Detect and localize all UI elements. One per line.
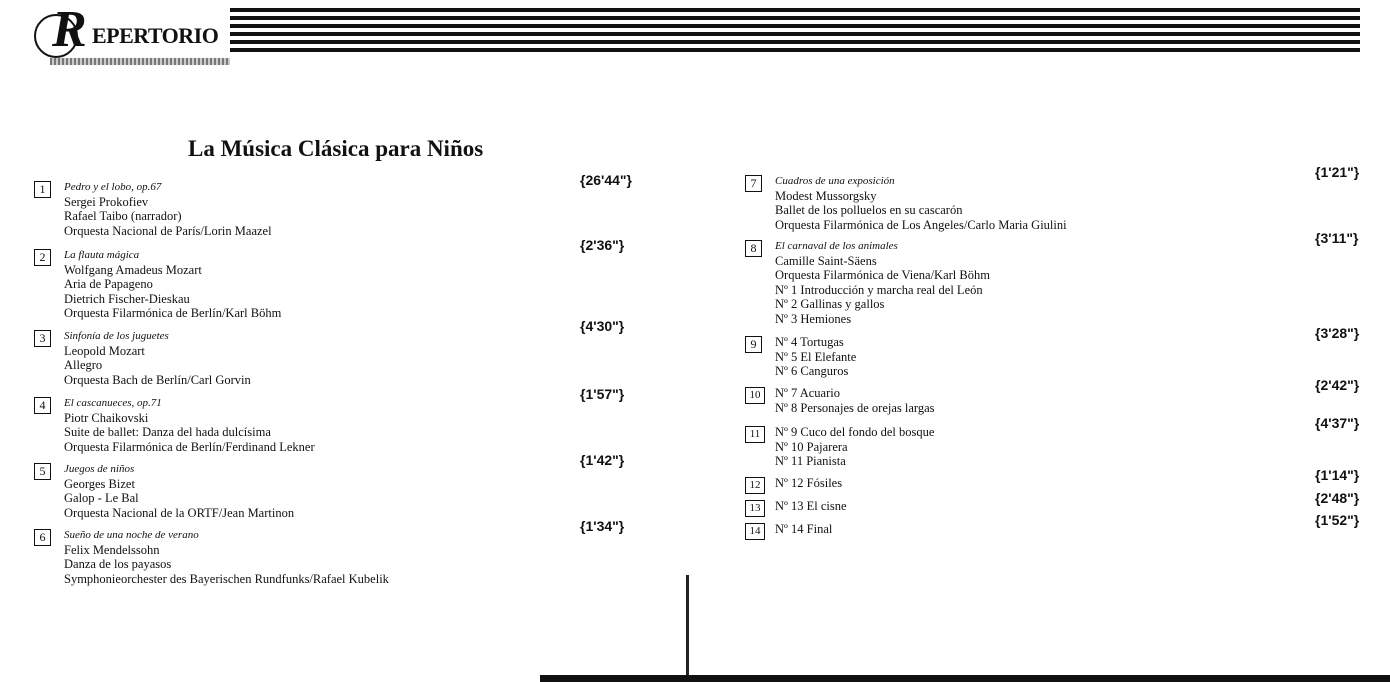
track-line: Orquesta Nacional de París/Lorin Maazel	[64, 223, 272, 238]
track-duration: {3'28"}	[1315, 325, 1360, 341]
logo-text: EPERTORIO	[92, 23, 219, 48]
track-number: 13	[745, 500, 765, 517]
track-details	[64, 462, 294, 520]
track-line: Orquesta Filarmónica de Berlín/Ferdinand Lekner	[64, 439, 315, 454]
track-details	[775, 425, 934, 469]
track-duration: {2'36"}	[580, 237, 625, 253]
track-duration: {1'21"}	[1315, 164, 1360, 180]
work-title: Pedro y el lobo, op.67	[64, 181, 162, 193]
track-line: Suite de ballet: Danza del hada dulcísima	[64, 425, 271, 439]
repertorio-logo	[30, 1, 250, 58]
track-line: Piotr Chaikovski	[64, 410, 149, 425]
bottom-bar	[540, 675, 1390, 682]
logo-initial: R	[52, 1, 85, 58]
track-line: Symphonieorchester des Bayerischen Rundfunks/Rafael Kubelik	[64, 571, 389, 586]
track-duration: {2'48"}	[1315, 490, 1360, 506]
track-details	[775, 239, 990, 326]
track-line: Leopold Mozart	[64, 343, 145, 358]
track-number: 5	[34, 463, 51, 480]
track-number: 10	[745, 387, 765, 404]
track-line: Modest Mussorgsky	[775, 188, 877, 203]
track-line: Nº 10 Pajarera	[775, 439, 848, 454]
track-line: Orquesta Filarmónica de Berlín/Karl Böhm	[64, 306, 282, 320]
track-duration: {26'44"}	[580, 172, 633, 188]
track-details	[64, 528, 389, 586]
track-duration: {1'42"}	[580, 452, 625, 468]
track-details	[775, 499, 847, 514]
track-duration: {1'14"}	[1315, 467, 1360, 483]
track-line: Nº 2 Gallinas y gallos	[775, 297, 885, 311]
track-details	[775, 476, 842, 491]
track-line: Nº 5 El Elefante	[775, 349, 857, 364]
track-details	[64, 180, 272, 238]
track-number: 6	[34, 529, 51, 546]
work-title: Sinfonía de los juguetes	[64, 330, 169, 342]
page-fold	[686, 575, 689, 680]
track-line: Orquesta Bach de Berlín/Carl Gorvin	[64, 372, 251, 387]
track-line: Dietrich Fischer-Dieskau	[64, 291, 190, 306]
track-line: Camille Saint-Säens	[775, 253, 877, 268]
track-number: 14	[745, 523, 765, 540]
track-line: Georges Bizet	[64, 476, 135, 491]
track-line: Nº 6 Canguros	[775, 364, 849, 378]
track-details	[64, 329, 251, 387]
track-number: 3	[34, 330, 51, 347]
header-stripes	[230, 8, 1360, 52]
work-title: La flauta mágica	[64, 249, 140, 261]
track-line: Orquesta Nacional de la ORTF/Jean Martinon	[64, 505, 295, 520]
track-line: Sergei Prokofiev	[64, 194, 149, 209]
track-details	[775, 522, 832, 537]
track-number: 8	[745, 240, 762, 257]
track-details	[775, 335, 856, 379]
header-underline	[50, 58, 230, 65]
track-duration: {4'37"}	[1315, 415, 1360, 431]
work-title: El cascanueces, op.71	[64, 397, 162, 409]
track-line: Nº 1 Introducción y marcha real del León	[775, 282, 983, 297]
track-line: Nº 11 Pianista	[775, 454, 846, 468]
track-line: Nº 7 Acuario	[775, 386, 840, 400]
work-title: El carnaval de los animales	[775, 240, 898, 252]
track-number: 2	[34, 249, 51, 266]
track-number: 1	[34, 181, 51, 198]
track-line: Nº 8 Personajes de orejas largas	[775, 400, 935, 415]
track-line: Allegro	[64, 358, 103, 372]
track-duration: {3'11"}	[1315, 230, 1359, 246]
work-title: Juegos de niños	[64, 463, 135, 475]
track-number: 9	[745, 336, 762, 353]
work-title: Cuadros de una exposición	[775, 175, 895, 187]
work-title: Sueño de una noche de verano	[64, 529, 199, 541]
track-line: Danza de los payasos	[64, 557, 172, 571]
track-details	[775, 174, 1067, 232]
track-line: Orquesta Filarmónica de Viena/Karl Böhm	[775, 268, 990, 282]
track-details	[64, 396, 315, 454]
track-number: 7	[745, 175, 762, 192]
track-line: Wolfgang Amadeus Mozart	[64, 262, 202, 277]
track-line: Aria de Papageno	[64, 277, 153, 291]
track-line: Orquesta Filarmónica de Los Angeles/Carlo Maria Giulini	[775, 217, 1067, 232]
page-title: La Música Clásica para Niños	[188, 136, 484, 161]
track-line: Nº 3 Hemiones	[775, 311, 852, 326]
track-line: Ballet de los polluelos en su cascarón	[775, 203, 963, 217]
track-line: Rafael Taibo (narrador)	[64, 209, 182, 223]
track-details	[775, 386, 935, 415]
track-duration: {1'52"}	[1315, 512, 1360, 528]
track-line: Nº 12 Fósiles	[775, 476, 843, 490]
track-number: 12	[745, 477, 765, 494]
track-line: Nº 14 Final	[775, 522, 833, 536]
track-duration: {1'34"}	[580, 518, 625, 534]
track-duration: {4'30"}	[580, 318, 625, 334]
track-line: Galop - Le Bal	[64, 491, 139, 505]
track-duration: {2'42"}	[1315, 377, 1360, 393]
track-number: 4	[34, 397, 51, 414]
track-duration: {1'57"}	[580, 386, 625, 402]
track-line: Nº 13 El cisne	[775, 499, 847, 513]
track-line: Nº 9 Cuco del fondo del bosque	[775, 425, 935, 439]
track-line: Felix Mendelssohn	[64, 542, 160, 557]
track-line: Nº 4 Tortugas	[775, 335, 844, 349]
track-details	[64, 248, 281, 321]
track-number: 11	[745, 426, 765, 443]
